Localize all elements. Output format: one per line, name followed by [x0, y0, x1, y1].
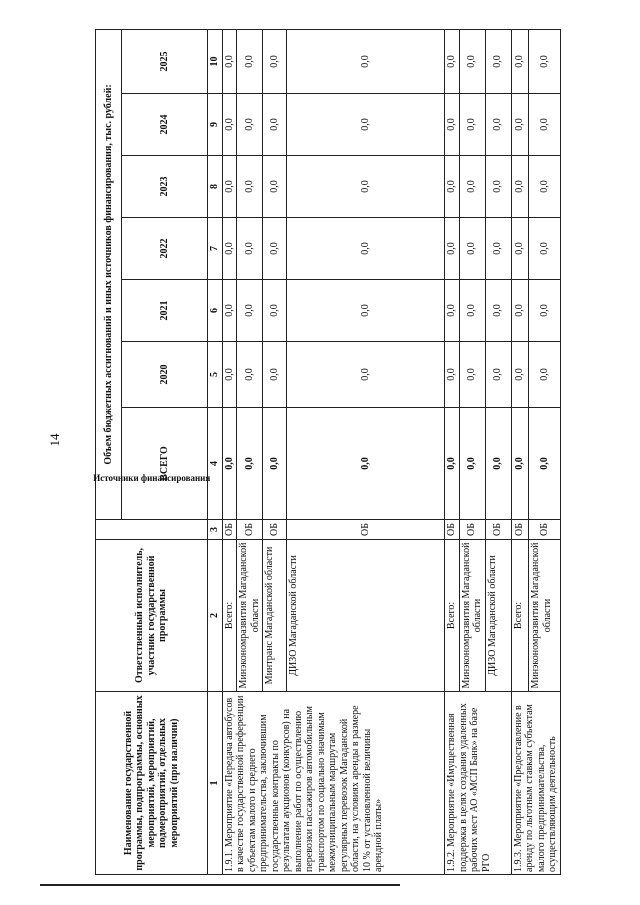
column-index: 6 — [208, 280, 223, 342]
value-cell: 0,0 — [511, 342, 529, 408]
value-cell: 0,0 — [287, 156, 445, 218]
value-cell: 0,0 — [459, 218, 485, 280]
value-cell: 0,0 — [222, 94, 237, 156]
column-index: 4 — [208, 408, 223, 520]
value-cell: 0,0 — [459, 29, 485, 93]
value-cell: 0,0 — [459, 94, 485, 156]
source-cell: ОБ — [511, 520, 529, 540]
column-index: 1 — [208, 692, 223, 875]
header-year: 2021 — [122, 280, 208, 342]
value-cell: 0,0 — [529, 342, 560, 408]
column-index: 10 — [208, 29, 223, 93]
value-cell: 0,0 — [222, 280, 237, 342]
value-cell: 0,0 — [263, 218, 287, 280]
responsible-cell: Минтранс Магаданской области — [263, 540, 287, 692]
value-cell: 0,0 — [459, 342, 485, 408]
header-year: 2024 — [122, 94, 208, 156]
source-cell: ОБ — [237, 520, 263, 540]
total-cell: 0,0 — [529, 408, 560, 520]
page-number: 14 — [47, 433, 62, 447]
column-index: 5 — [208, 342, 223, 408]
value-cell: 0,0 — [263, 156, 287, 218]
value-cell: 0,0 — [263, 94, 287, 156]
value-cell: 0,0 — [237, 342, 263, 408]
source-cell: ОБ — [529, 520, 560, 540]
value-cell: 0,0 — [511, 218, 529, 280]
value-cell: 0,0 — [237, 156, 263, 218]
responsible-cell: Всего: — [445, 540, 460, 692]
header-source-label: Источники финансирования — [93, 472, 210, 483]
total-cell: 0,0 — [237, 408, 263, 520]
column-index: 9 — [208, 94, 223, 156]
header-volume: Объем бюджетных ассигнований и иных источников финансирования, тыс. рублей: — [96, 29, 122, 519]
header-responsible: Ответственный исполнитель, участник государственной программы — [96, 540, 208, 692]
total-cell: 0,0 — [485, 408, 511, 520]
value-cell: 0,0 — [529, 94, 560, 156]
source-cell: ОБ — [287, 520, 445, 540]
responsible-cell: ДИЗО Магаданской области — [287, 540, 445, 692]
measure-name: 1.9.1. Мероприятие «Передача автобусов в качестве государственной преференции субъектам малого и среднего предпринимательства, заключившим государственные контракты по результатам аукционов (конкурсов) на выполнение работ по осуществлению перевозки пассажиров автомобильным транспортом по социально значимым межмуниципальным маршрутам регулярных перевозок Магаданской области, на условиях аренды в размере 10 % от установленной величины арендной платы» — [222, 692, 445, 875]
value-cell: 0,0 — [445, 94, 460, 156]
value-cell: 0,0 — [529, 156, 560, 218]
value-cell: 0,0 — [511, 280, 529, 342]
total-cell: 0,0 — [287, 408, 445, 520]
value-cell: 0,0 — [511, 94, 529, 156]
value-cell: 0,0 — [263, 29, 287, 93]
responsible-cell: Минэкономразвития Магаданской области — [529, 540, 560, 692]
value-cell: 0,0 — [222, 342, 237, 408]
value-cell: 0,0 — [445, 218, 460, 280]
total-cell: 0,0 — [459, 408, 485, 520]
header-total: ВСЕГО — [122, 408, 208, 520]
total-cell: 0,0 — [511, 408, 529, 520]
responsible-cell: ДИЗО Магаданской области — [485, 540, 511, 692]
value-cell: 0,0 — [445, 280, 460, 342]
value-cell: 0,0 — [222, 218, 237, 280]
value-cell: 0,0 — [485, 218, 511, 280]
source-cell: ОБ — [445, 520, 460, 540]
column-index: 8 — [208, 156, 223, 218]
value-cell: 0,0 — [445, 29, 460, 93]
value-cell: 0,0 — [485, 156, 511, 218]
column-index: 2 — [208, 540, 223, 692]
value-cell: 0,0 — [237, 218, 263, 280]
value-cell: 0,0 — [485, 280, 511, 342]
value-cell: 0,0 — [445, 156, 460, 218]
column-index: 7 — [208, 218, 223, 280]
header-year: 2023 — [122, 156, 208, 218]
source-cell: ОБ — [222, 520, 237, 540]
total-cell: 0,0 — [222, 408, 237, 520]
value-cell: 0,0 — [287, 94, 445, 156]
header-source — [93, 472, 210, 540]
source-cell: ОБ — [459, 520, 485, 540]
column-index: 3 — [208, 520, 223, 540]
value-cell: 0,0 — [459, 280, 485, 342]
measure-name: 1.9.3. Мероприятие «Предоставление в аренду по льготным ставкам субъектам малого предпринимательства, осуществляющим деятельность — [511, 692, 560, 875]
value-cell: 0,0 — [529, 29, 560, 93]
header-year: 2025 — [122, 29, 208, 93]
value-cell: 0,0 — [511, 29, 529, 93]
value-cell: 0,0 — [237, 280, 263, 342]
value-cell: 0,0 — [237, 94, 263, 156]
responsible-cell: Минэкономразвития Магаданской области — [459, 540, 485, 692]
total-cell: 0,0 — [445, 408, 460, 520]
value-cell: 0,0 — [222, 156, 237, 218]
table-row — [222, 29, 237, 874]
responsible-cell: Всего: — [222, 540, 237, 692]
value-cell: 0,0 — [485, 94, 511, 156]
header-name: Наименование государственной программы, подпрограммы, основных мероприятий, мероприятий, подмероприятий, отдельных мероприятий (при наличии) — [96, 692, 208, 875]
value-cell: 0,0 — [222, 29, 237, 93]
total-cell: 0,0 — [263, 408, 287, 520]
value-cell: 0,0 — [263, 342, 287, 408]
source-cell: ОБ — [263, 520, 287, 540]
value-cell: 0,0 — [511, 156, 529, 218]
header-year: 2022 — [122, 218, 208, 280]
responsible-cell: Всего: — [511, 540, 529, 692]
value-cell: 0,0 — [287, 29, 445, 93]
value-cell: 0,0 — [485, 29, 511, 93]
header-year: 2020 — [122, 342, 208, 408]
bottom-rule — [40, 884, 400, 886]
value-cell: 0,0 — [459, 156, 485, 218]
value-cell: 0,0 — [445, 342, 460, 408]
column-index-row — [208, 29, 223, 874]
responsible-cell: Минэкономразвития Магаданской области — [237, 540, 263, 692]
source-cell: ОБ — [485, 520, 511, 540]
value-cell: 0,0 — [485, 342, 511, 408]
measure-name: 1.9.2. Мероприятие «Имущественная поддержка в целях создания удаленных рабочих мест АО «МСП Банк» на базе РГО — [445, 692, 512, 875]
value-cell: 0,0 — [287, 342, 445, 408]
value-cell: 0,0 — [529, 218, 560, 280]
budget-table-rotated — [95, 30, 620, 875]
value-cell: 0,0 — [263, 280, 287, 342]
value-cell: 0,0 — [237, 29, 263, 93]
budget-table — [95, 29, 561, 875]
value-cell: 0,0 — [287, 280, 445, 342]
value-cell: 0,0 — [529, 280, 560, 342]
table-row — [445, 29, 460, 874]
table-row — [511, 29, 529, 874]
value-cell: 0,0 — [287, 218, 445, 280]
